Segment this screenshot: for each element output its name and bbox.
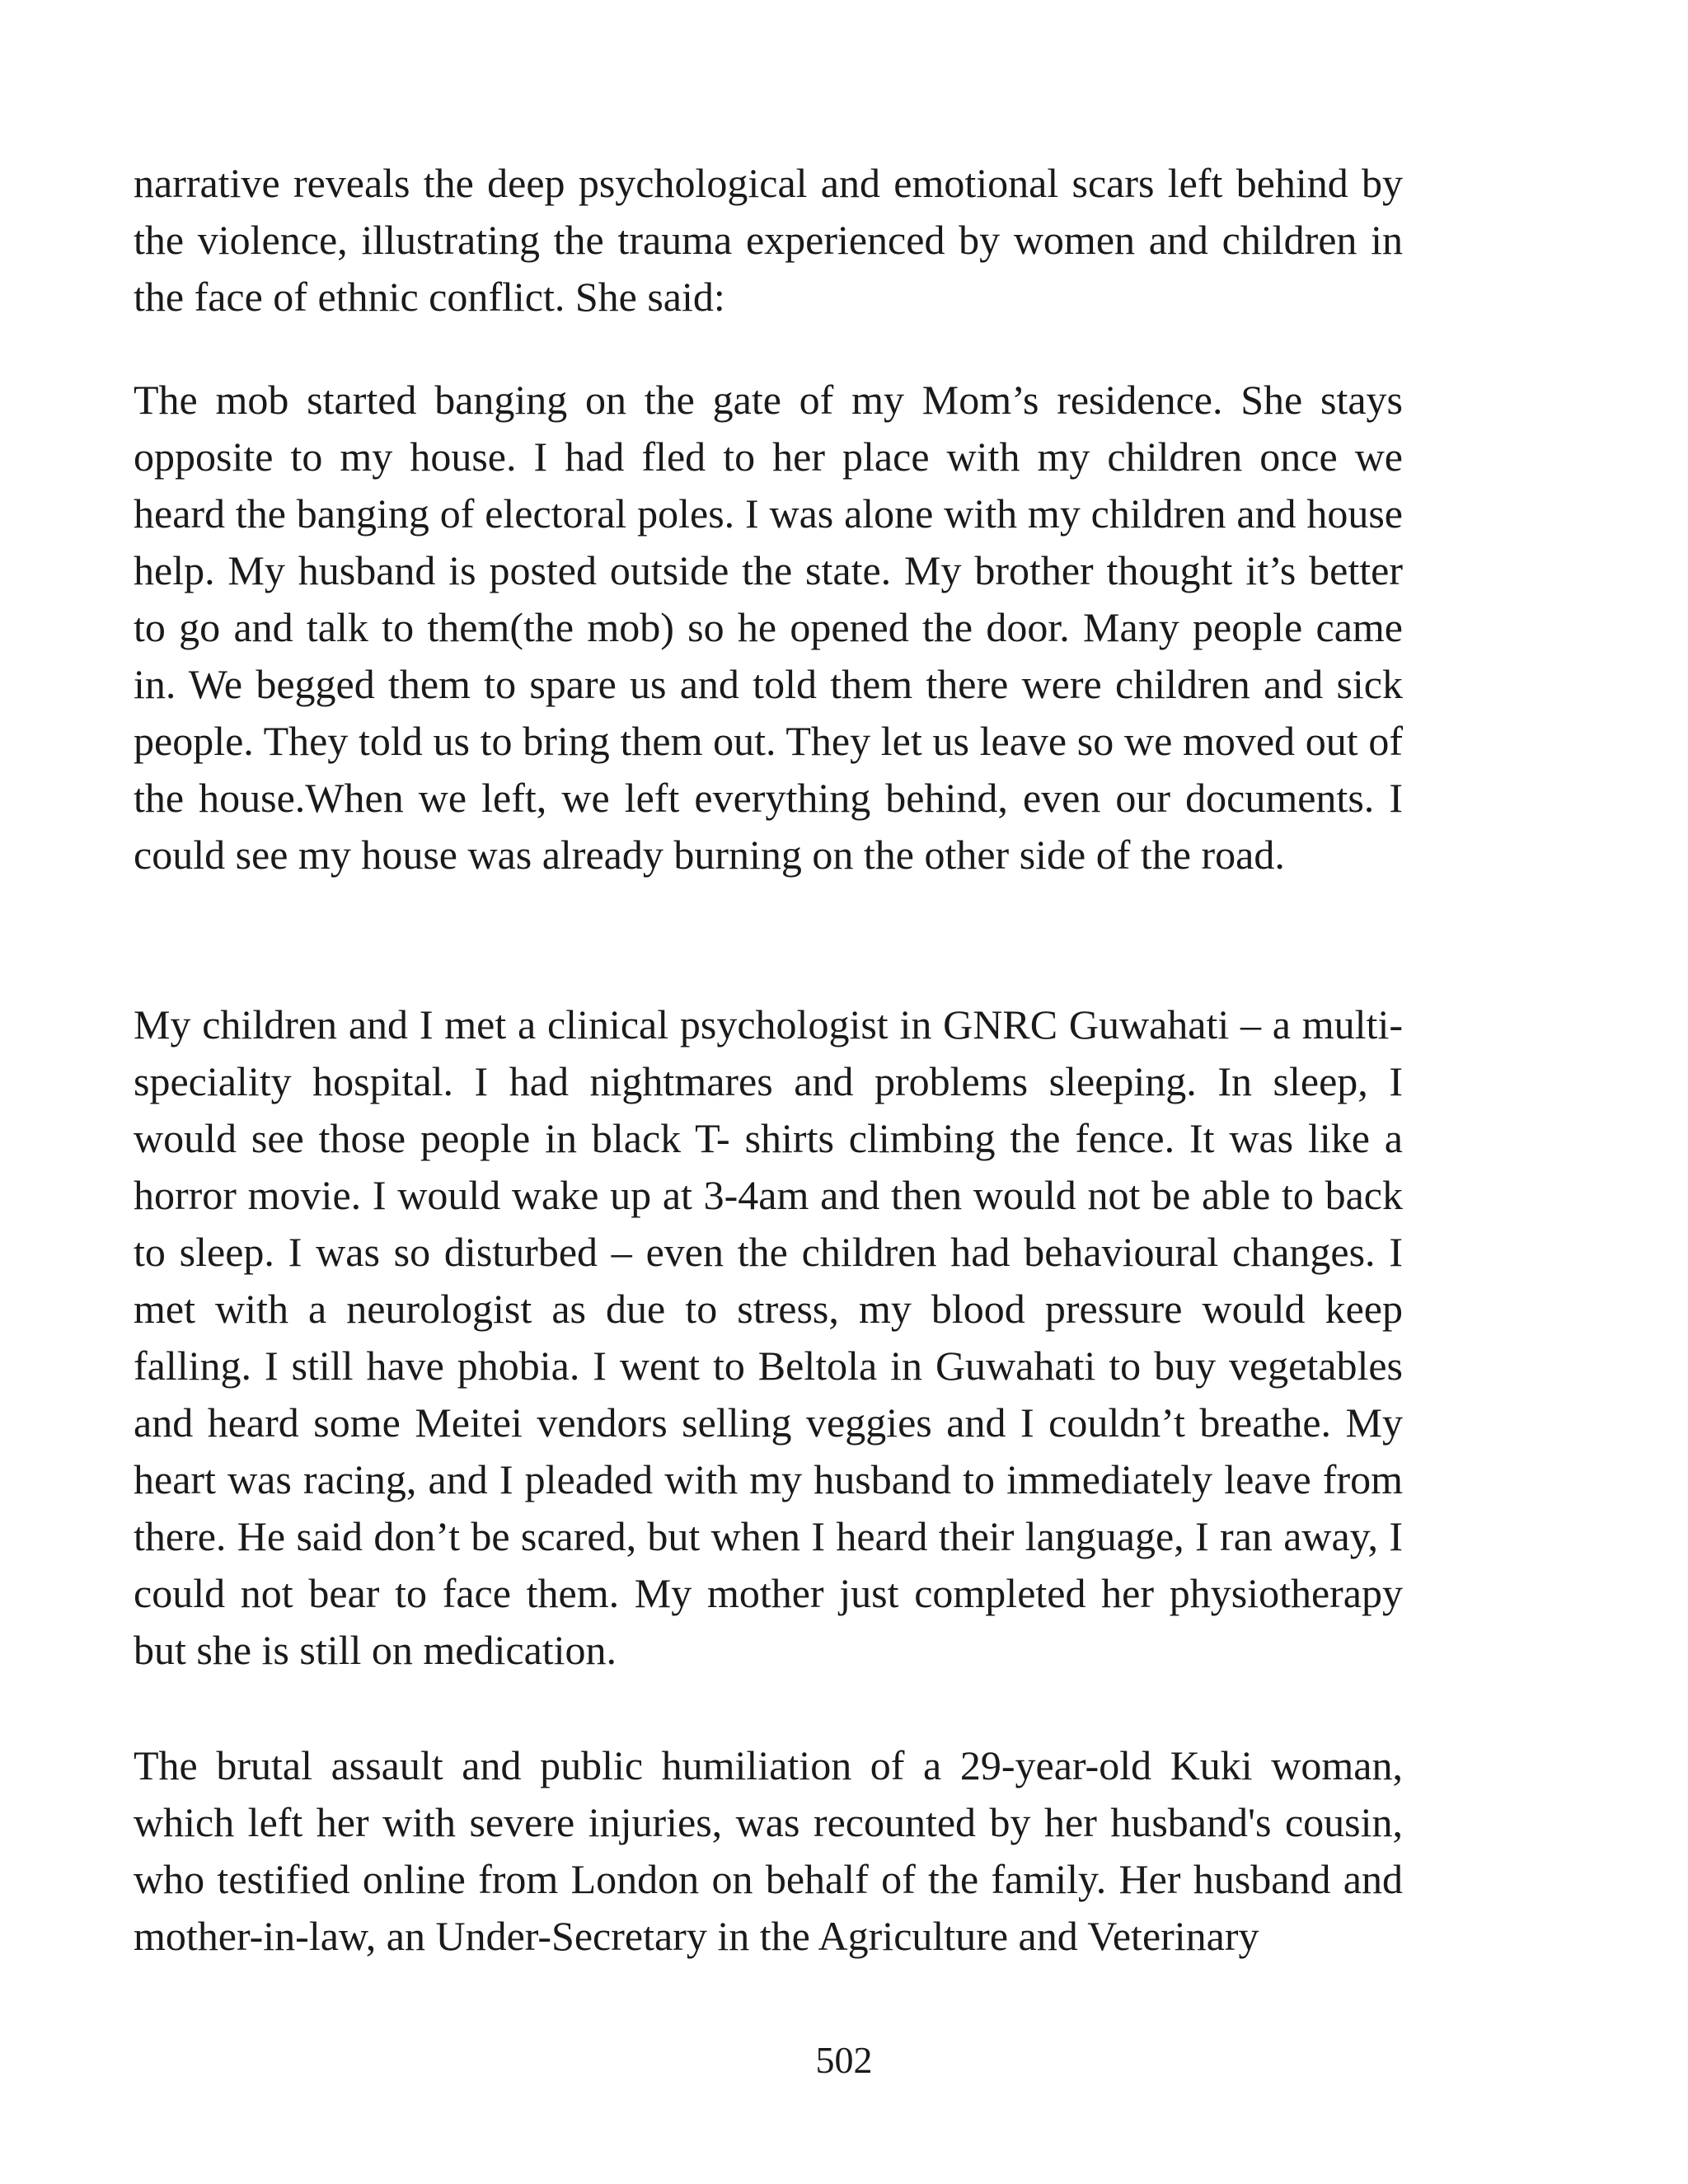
paragraph-intro: narrative reveals the deep psychological and emotional scars left behind by the violence, illustrating the trauma experienced by women and children in the face of ethnic conflict. She said:: [134, 160, 1403, 320]
paragraph-testimony-trauma: My children and I met a clinical psychologist in GNRC Guwahati – a multi-speciality hospital. I had nightmares and problems sleeping. In sleep, I would see those people in black T- shirts climbing the fence. It was like a horror movie. I would wake up at 3-4am and then would not be able to back to sleep. I was so disturbed – even the children had behavioural changes. I met with a neurologist as due to stress, my blood pressure would keep falling. I still have phobia. I went to Beltola in Guwahati to buy vegetables and heard some Meitei vendors selling veggies and I couldn’t breathe. My heart was racing, and I pleaded with my husband to immediately leave from there. He said don’t be scared, but when I heard their language, I ran away, I could not bear to face them. My mother just completed her physiotherapy but she is still on medication.: [134, 1001, 1403, 1673]
paragraph-assault-account: The brutal assault and public humiliation of a 29-year-old Kuki woman, which left her with severe injuries, was recounted by her husband's cousin, who testified online from London on behalf of the family. Her husband and mother-in-law, an Under-Secretary in the Agriculture and Veterinary: [134, 1742, 1403, 1959]
paragraph-testimony-mob: The mob started banging on the gate of my Mom’s residence. She stays opposite to my house. I had fled to her place with my children once we heard the banging of electoral poles. I was alone with my children and house help. My husband is posted outside the state. My brother thought it’s better to go and talk to them(the mob) so he opened the door. Many people came in. We begged them to spare us and told them there were children and sick people. They told us to bring them out. They let us leave so we moved out of the house.When we left, we left everything behind, even our documents. I could see my house was already burning on the other side of the road.: [134, 377, 1403, 878]
page-number: 502: [815, 2039, 873, 2081]
